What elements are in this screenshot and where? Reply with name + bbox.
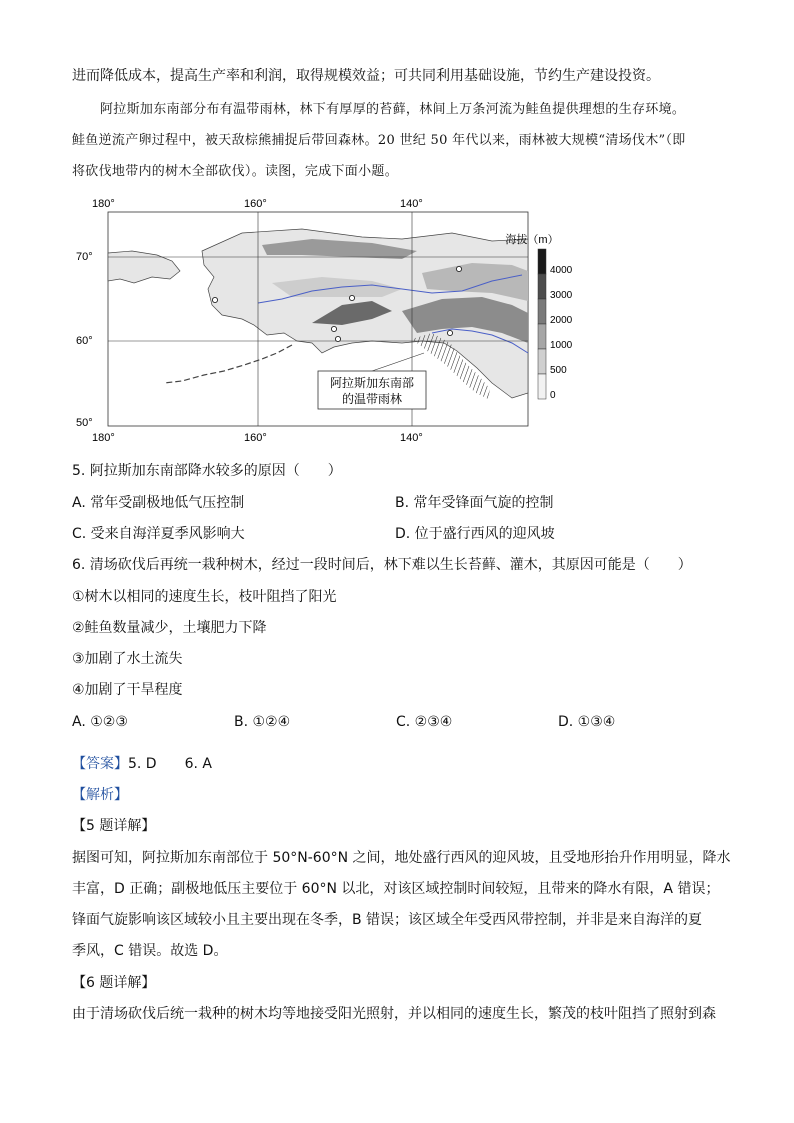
q6-item: ①树木以相同的速度生长，枝叶阻挡了阳光	[72, 589, 337, 605]
answer-label: 【答案】	[72, 756, 128, 772]
q5-option-c[interactable]: C. 受来自海洋夏季风影响大	[72, 526, 245, 542]
q6-stem: 6. 清场砍伐后再统一栽种树木，经过一段时间后，林下难以生长苔藓、灌木，其原因可能是（ ）	[72, 557, 692, 573]
callout-text-line2: 的温带雨林	[341, 392, 403, 406]
bottom-lon-label: 160°	[244, 432, 267, 444]
legend-value: 4000	[550, 265, 573, 276]
q6-item: ②鲑鱼数量减少，土壤肥力下降	[72, 620, 267, 636]
legend-swatch	[538, 324, 546, 349]
city-marker	[447, 330, 452, 335]
q5-analysis-line: 季风，C 错误。故选 D。	[72, 943, 228, 959]
q6-analysis-line: 由于清场砍伐后统一栽种的树木均等地接受阳光照射，并以相同的速度生长，繁茂的枝叶阻挡了照射到森	[72, 1006, 716, 1022]
city-marker	[212, 297, 217, 302]
city-marker	[335, 336, 340, 341]
q5-analysis-line: 丰富，D 正确；副极地低压主要位于 60°N 以北，对该区域控制时间较短，且带来的降水有限，A 错误；	[72, 881, 720, 897]
top-lon-label: 180°	[92, 198, 115, 210]
answer-text: 5. D 6. A	[128, 756, 212, 772]
city-marker	[331, 326, 336, 331]
q6-option-a[interactable]: A. ①②③	[72, 714, 128, 730]
alaska-map	[72, 193, 573, 444]
legend-value: 3000	[550, 290, 573, 301]
material-line-3: 将砍伐地带内的树木全部砍伐）。读图，完成下面小题。	[72, 164, 399, 179]
legend-value: 500	[550, 365, 567, 376]
legend-swatch	[538, 374, 546, 399]
q5-analysis-title: 【5 题详解】	[72, 818, 156, 834]
legend-swatch	[538, 274, 546, 299]
alaska-map-figure	[72, 193, 573, 444]
q6-analysis-title: 【6 题详解】	[72, 975, 156, 991]
q5-analysis-line: 据图可知，阿拉斯加东南部位于 50°N-60°N 之间，地处盛行西风的迎风坡，且受地形抬升作用明显，降水	[72, 850, 731, 866]
intro-line: 进而降低成本，提高生产率和利润，取得规模效益；可共同利用基础设施，节约生产建设投资。	[72, 68, 660, 84]
top-lon-label: 140°	[400, 198, 423, 210]
q6-item: ④加剧了干旱程度	[72, 682, 183, 698]
elevation-legend	[538, 249, 573, 401]
legend-value: 1000	[550, 340, 573, 351]
lat-label: 60°	[76, 335, 93, 347]
q5-analysis-line: 锋面气旋影响该区域较小且主要出现在冬季，B 错误；该区域全年受西风带控制，并非是来自海洋的夏	[72, 912, 703, 928]
q5-option-b[interactable]: B. 常年受锋面气旋的控制	[395, 495, 554, 511]
q6-option-d[interactable]: D. ①③④	[558, 714, 616, 730]
city-marker	[456, 266, 461, 271]
legend-swatch	[538, 349, 546, 374]
lat-label: 70°	[76, 251, 93, 263]
q5-stem: 5. 阿拉斯加东南部降水较多的原因（ ）	[72, 463, 342, 479]
bottom-lon-label: 140°	[400, 432, 423, 444]
q6-option-c[interactable]: C. ②③④	[396, 714, 453, 730]
callout-text-line1: 阿拉斯加东南部	[329, 376, 415, 390]
bottom-lon-label: 180°	[92, 432, 115, 444]
q6-option-b[interactable]: B. ①②④	[234, 714, 291, 730]
analysis-label: 【解析】	[72, 787, 128, 803]
legend-swatch	[538, 249, 546, 274]
q6-item: ③加剧了水土流失	[72, 651, 183, 667]
city-marker	[349, 295, 354, 300]
q5-option-a[interactable]: A. 常年受副极地低气压控制	[72, 495, 245, 511]
material-line-2: 鲑鱼逆流产卵过程中，被天敌棕熊捕捉后带回森林。20 世纪 50 年代以来，雨林被大规模“清场伐木”（即	[72, 133, 686, 148]
material-line-1: 阿拉斯加东南部分布有温带雨林，林下有厚厚的苔藓，林间上万条河流为鲑鱼提供理想的生存环境。	[100, 102, 686, 117]
legend-swatch	[538, 299, 546, 324]
q5-option-d[interactable]: D. 位于盛行西风的迎风坡	[395, 526, 555, 542]
answer-line	[72, 754, 734, 774]
top-lon-label: 160°	[244, 198, 267, 210]
legend-title: 海拔（m）	[505, 234, 559, 246]
lat-label: 50°	[76, 417, 93, 429]
legend-value: 2000	[550, 315, 573, 326]
legend-value: 0	[550, 390, 556, 401]
